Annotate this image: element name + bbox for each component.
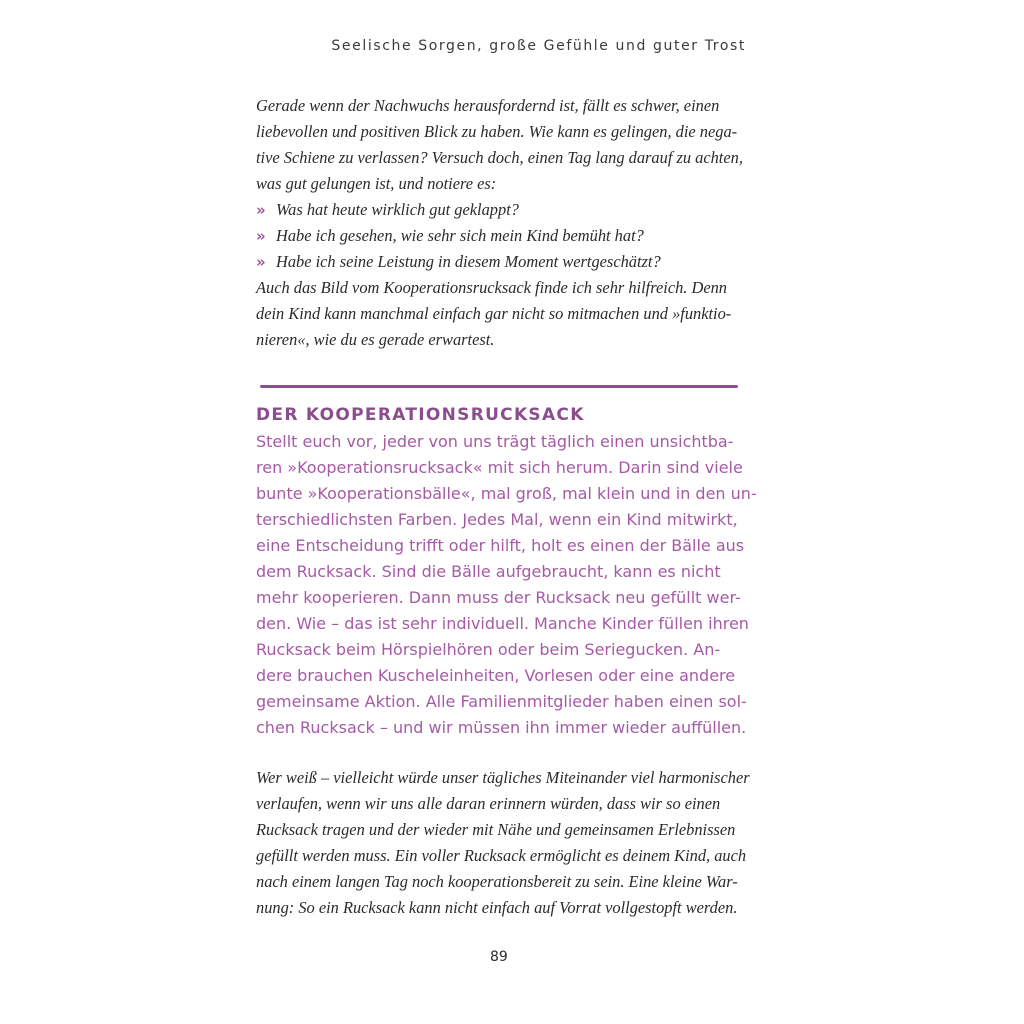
box-line: den. Wie – das ist sehr individuell. Manche Kinder füllen ihren [256, 614, 749, 633]
box-line: gemeinsame Aktion. Alle Familienmitglieder haben einen sol- [256, 692, 747, 711]
closing-line: Rucksack tragen und der wieder mit Nähe und gemeinsamen Erlebnissen [256, 820, 736, 839]
bullet-text: Was hat heute wirklich gut geklappt? [276, 200, 519, 219]
body-line: Auch das Bild vom Kooperationsrucksack finde ich sehr hilfreich. Denn [256, 278, 727, 297]
box-line: mehr kooperieren. Dann muss der Rucksack neu gefüllt wer- [256, 588, 741, 607]
bullet-text: Habe ich gesehen, wie sehr sich mein Kind bemüht hat? [276, 226, 644, 245]
page-number: 89 [490, 949, 508, 965]
box-line: dem Rucksack. Sind die Bälle aufgebraucht, kann es nicht [256, 562, 721, 581]
closing-line: Wer weiß – vielleicht würde unser tägliches Miteinander viel harmonischer [256, 768, 750, 787]
intro-line: liebevollen und positiven Blick zu haben. Wie kann es gelingen, die nega- [256, 122, 738, 141]
box-line: chen Rucksack – und wir müssen ihn immer wieder auffüllen. [256, 718, 747, 737]
bullet-item [256, 200, 519, 220]
intro-line: tive Schiene zu verlassen? Versuch doch, einen Tag lang darauf zu achten, [256, 148, 743, 167]
box-line: eine Entscheidung trifft oder hilft, holt es einen der Bälle aus [256, 536, 745, 555]
bullet-glyph: » [256, 253, 266, 271]
body-line: dein Kind kann manchmal einfach gar nicht so mitmachen und »funktio- [256, 304, 732, 323]
box-line: terschiedlichsten Farben. Jedes Mal, wenn ein Kind mitwirkt, [256, 510, 738, 529]
running-head: Seelische Sorgen, große Gefühle und guter Trost [331, 38, 746, 54]
bullet-glyph: » [256, 227, 266, 245]
body-line: nieren«, wie du es gerade erwartest. [256, 330, 495, 349]
box-line: dere brauchen Kuscheleinheiten, Vorlesen oder eine andere [256, 666, 736, 685]
closing-line: gefüllt werden muss. Ein voller Rucksack ermöglicht es deinem Kind, auch [256, 846, 747, 865]
intro-line: was gut gelungen ist, und notiere es: [256, 174, 497, 193]
intro-line: Gerade wenn der Nachwuchs herausfordernd ist, fällt es schwer, einen [256, 96, 720, 115]
box-line: Stellt euch vor, jeder von uns trägt täglich einen unsichtba- [256, 432, 734, 451]
box-line: ren »Kooperationsrucksack« mit sich herum. Darin sind viele [256, 458, 743, 477]
closing-line: nach einem langen Tag noch kooperationsbereit zu sein. Eine kleine War- [256, 872, 738, 891]
box-title: DER KOOPERATIONSRUCKSACK [256, 405, 585, 425]
section-divider [260, 385, 738, 388]
bullet-text: Habe ich seine Leistung in diesem Moment wertgeschätzt? [276, 252, 661, 271]
bullet-item [256, 226, 644, 246]
box-line: Rucksack beim Hörspielhören oder beim Seriegucken. An- [256, 640, 721, 659]
bullet-item [256, 252, 661, 272]
closing-line: nung: So ein Rucksack kann nicht einfach auf Vorrat vollgestopft werden. [256, 898, 738, 917]
closing-line: verlaufen, wenn wir uns alle daran erinnern würden, dass wir so einen [256, 794, 721, 813]
bullet-glyph: » [256, 201, 266, 219]
box-line: bunte »Kooperationsbälle«, mal groß, mal klein und in den un- [256, 484, 757, 503]
